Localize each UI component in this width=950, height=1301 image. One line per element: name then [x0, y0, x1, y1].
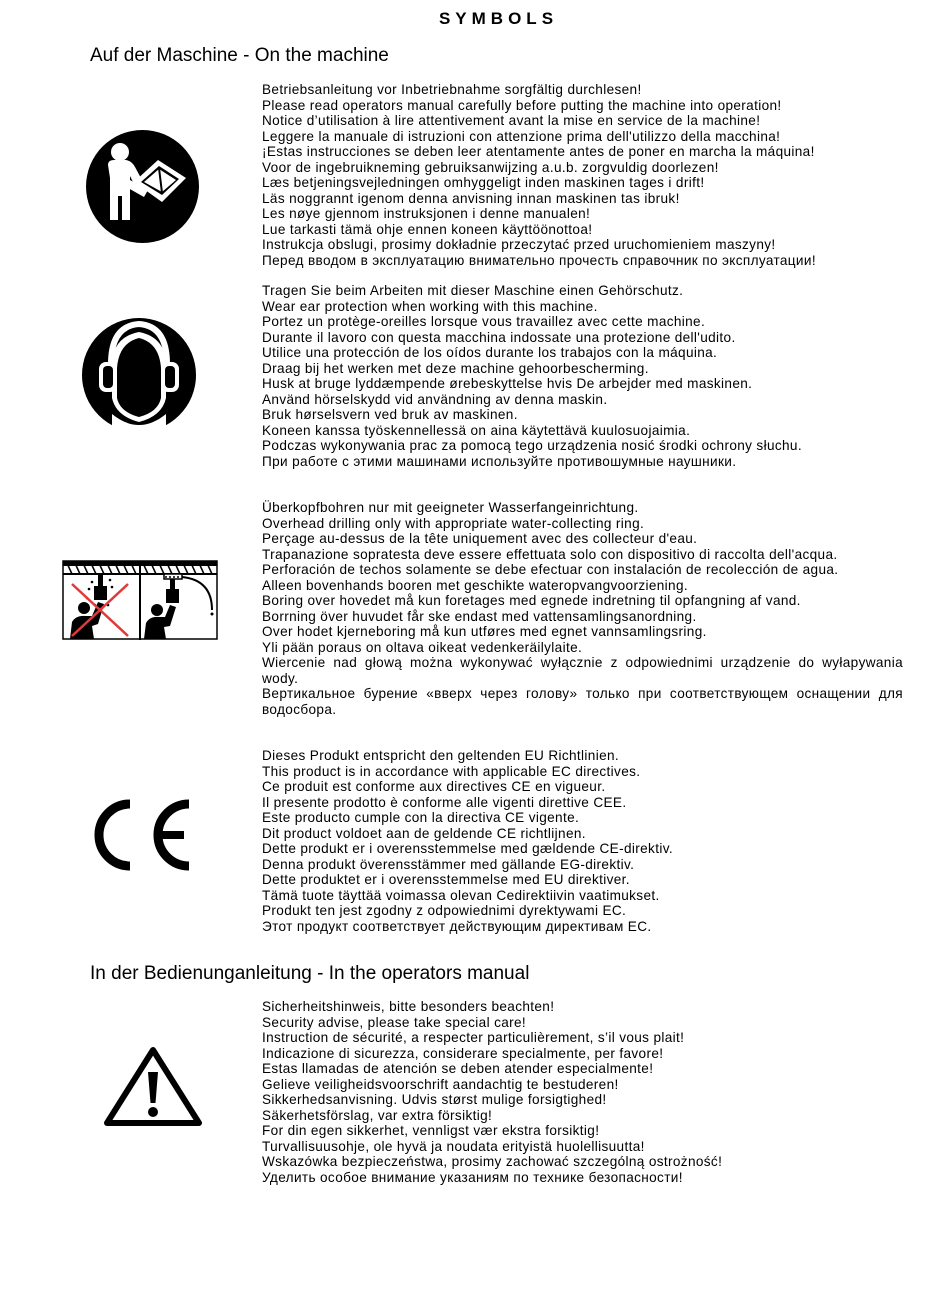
- text-line: Ce produit est conforme aux directives CE en vigueur.: [262, 779, 606, 794]
- text-line: При работе с этими машинами используйте противошумные наушники.: [262, 453, 737, 469]
- text-line: Yli pään poraus on oltava oikeat vedenkeräilylaite.: [262, 639, 583, 655]
- text-line: Denna produkt överensstämmer med gällande EG-direktiv.: [262, 856, 635, 872]
- text-line: Podczas wykonywania prac za pomocą tego urządzenia nosić środki ochrony słuchu.: [262, 438, 802, 453]
- text-line: Voor de ingebruikneming gebruiksanwijzing a.u.b. zorgvuldig doorlezen!: [262, 159, 719, 175]
- text-line: Durante il lavoro con questa macchina indossate una protezione dell'udito.: [262, 329, 736, 345]
- text-line: Betriebsanleitung vor Inbetriebnahme sorgfältig durchlesen!: [262, 82, 642, 97]
- text-line: Bruk hørselsvern ved bruk av maskinen.: [262, 407, 518, 422]
- text-line: Husk at bruge lyddæmpende ørebeskyttelse hvis De arbejder med maskinen.: [262, 376, 753, 391]
- text-line: Il presente prodotto è conforme alle vigenti direttive CEE.: [262, 794, 627, 810]
- text-line: Overhead drilling only with appropriate water-collecting ring.: [262, 515, 645, 531]
- text-line: Wiercenie nad głową można wykonywać wyłącznie z odpowiednimi urządzenie do wyłapywania wody.: [262, 655, 903, 686]
- text-line: Draag bij het werken met deze machine gehoorbescherming.: [262, 360, 649, 376]
- text-line: Säkerhetsförslag, var extra försiktig!: [262, 1107, 493, 1123]
- text-line: Dette produktet er i overensstemmelse med EU direktiver.: [262, 872, 630, 887]
- ear-protection-text: [262, 283, 903, 469]
- text-line: Utilice una protección de los oídos durante los trabajos con la máquina.: [262, 345, 718, 360]
- ear-protection-icon: [82, 318, 196, 432]
- overhead-drilling-icon: [62, 560, 218, 640]
- page-title: SYMBOLS: [438, 9, 559, 28]
- ce-mark-text: [262, 748, 903, 934]
- overhead-drilling-text: [262, 500, 903, 717]
- text-line: Estas llamadas de atención se deben atender especialmente!: [262, 1061, 654, 1076]
- safety-note-text: [262, 999, 903, 1185]
- text-line: Produkt ten jest zgodny z odpowiednimi dyrektywami EC.: [262, 903, 627, 918]
- text-line: Portez un protège-oreilles lorsque vous travaillez avec cette machine.: [262, 314, 706, 329]
- text-line: Dette produkt er i overensstemmelse med gældende CE-direktiv.: [262, 841, 673, 856]
- text-line: Indicazione di sicurezza, considerare specialmente, per favore!: [262, 1045, 664, 1061]
- text-line: Please read operators manual carefully before putting the machine into operation!: [262, 97, 782, 113]
- text-line: Koneen kanssa työskennellessä on aina käytettävä kuulosuojaimia.: [262, 422, 691, 438]
- text-line: Använd hörselskydd vid användning av denna maskin.: [262, 391, 608, 407]
- text-line: Gelieve veiligheidsvoorschrift aandachtig te bestuderen!: [262, 1076, 619, 1092]
- text-line: Perforación de techos solamente se debe efectuar con instalación de recolección de agua.: [262, 562, 839, 577]
- text-line: Tragen Sie beim Arbeiten mit dieser Maschine einen Gehörschutz.: [262, 283, 684, 298]
- text-line: Boring over hovedet må kun foretages med egnede indretning til opfangning af vand.: [262, 593, 801, 608]
- text-line: Lue tarkasti tämä ohje ennen koneen käyttöönottoa!: [262, 221, 593, 237]
- text-line: Этот продукт соответствует действующим директивам ЕС.: [262, 918, 652, 934]
- section-heading-in-manual: In der Bedienunganleitung - In the operators manual: [90, 963, 530, 984]
- text-line: Вертикальное бурение «вверх через голову» только при соответствующем оснащении для водосбора.: [262, 686, 903, 717]
- text-line: Dit product voldoet aan de geldende CE richtlijnen.: [262, 825, 586, 841]
- text-line: Este producto cumple con la directiva CE vigente.: [262, 810, 580, 825]
- text-line: ¡Estas instrucciones se deben leer atentamente antes de poner en marcha la máquina!: [262, 144, 815, 159]
- text-line: Les nøye gjennom instruksjonen i denne manualen!: [262, 206, 591, 221]
- text-line: Tämä tuote täyttää voimassa olevan Cedirektiivin vaatimukset.: [262, 887, 660, 903]
- text-line: This product is in accordance with applicable EC directives.: [262, 763, 641, 779]
- text-line: Sicherheitshinweis, bitte besonders beachten!: [262, 999, 555, 1014]
- text-line: Notice d’utilisation à lire attentivement avant la mise en service de la machine!: [262, 113, 761, 128]
- text-line: Уделить особое внимание указаниям по технике безопасности!: [262, 1169, 683, 1185]
- text-line: Perçage au-dessus de la tête uniquement avec des collecteur d'eau.: [262, 531, 698, 546]
- text-line: Over hodet kjerneboring må kun utføres med egnet vannsamlingsring.: [262, 624, 707, 639]
- text-line: Leggere la manuale di istruzioni con attenzione prima dell'utilizzo della macchina!: [262, 128, 781, 144]
- text-line: Alleen bovenhands booren met geschikte wateropvangvoorziening.: [262, 577, 689, 593]
- text-line: Trapanazione sopratesta deve essere effettuata solo con dispositivo di raccolta dell'acqua.: [262, 546, 838, 562]
- text-line: Turvallisuusohje, ole hyvä ja noudata erityistä huolellisuutta!: [262, 1138, 645, 1154]
- text-line: Wear ear protection when working with this machine.: [262, 298, 598, 314]
- read-manual-text: [262, 82, 903, 268]
- text-line: Überkopfbohren nur mit geeigneter Wasserfangeinrichtung.: [262, 500, 639, 515]
- text-line: Перед вводом в эксплуатацию внимательно прочесть справочник по эксплуатации!: [262, 252, 816, 268]
- ce-mark-icon: [90, 798, 192, 872]
- warning-triangle-icon: [104, 1046, 202, 1126]
- text-line: Instrukcja obslugi, prosimy dokładnie przeczytać przed uruchomieniem maszyny!: [262, 237, 776, 252]
- text-line: Sikkerhedsanvisning. Udvis størst mulige forsigtighed!: [262, 1092, 607, 1107]
- text-line: Läs noggrannt igenom denna anvisning innan maskinen tas ibruk!: [262, 190, 680, 206]
- text-line: Dieses Produkt entspricht den geltenden EU Richtlinien.: [262, 748, 620, 763]
- text-line: Læs betjeningsvejledningen omhyggeligt inden maskinen tages i drift!: [262, 175, 705, 190]
- text-line: Instruction de sécurité, a respecter particulièrement, s’il vous plait!: [262, 1030, 685, 1045]
- section-heading-on-machine: Auf der Maschine - On the machine: [90, 45, 389, 66]
- text-line: Security advise, please take special care!: [262, 1014, 527, 1030]
- read-manual-icon: [86, 130, 199, 243]
- text-line: For din egen sikkerhet, vennligst vær ekstra forsiktig!: [262, 1123, 600, 1138]
- text-line: Wskazówka bezpieczeństwa, prosimy zachować szczególną ostrożność!: [262, 1154, 723, 1169]
- text-line: Borrning över huvudet får ske endast med vattensamlingsanordning.: [262, 608, 697, 624]
